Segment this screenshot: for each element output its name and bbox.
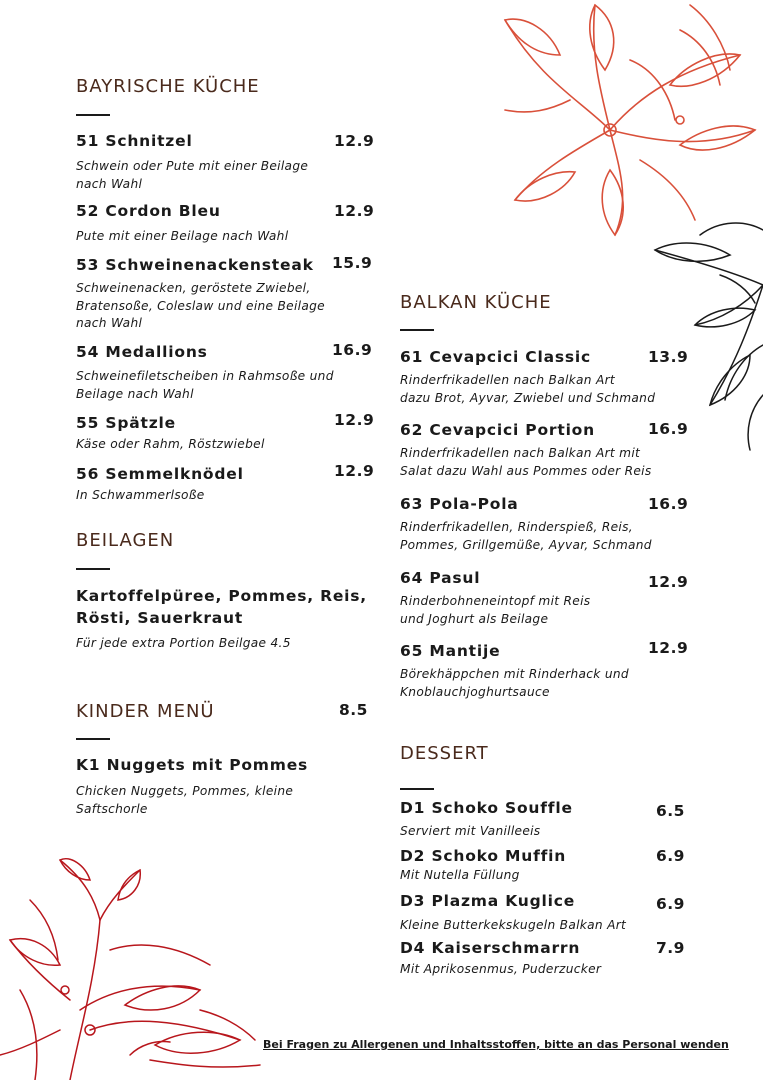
menu-item-description: Rinderfrikadellen, Rinderspieß, Reis, Pommes, Grillgemüße, Ayvar, Schmand (400, 520, 652, 552)
menu-item-name: 52 Cordon Bleu (76, 202, 221, 220)
menu-item-description: Chicken Nuggets, Pommes, kleine Saftschorle (76, 784, 294, 816)
menu-item-description: Mit Nutella Füllung (400, 868, 520, 882)
menu-item-price: 7.9 (656, 939, 685, 957)
section-title-bayrisch: BAYRISCHE KÜCHE (76, 76, 260, 97)
menu-item-description: Serviert mit Vanilleeis (400, 824, 541, 838)
menu-item-description: Rinderfrikadellen nach Balkan Art mit Salat dazu Wahl aus Pommes oder Reis (400, 446, 652, 478)
floral-right-side-decoration (650, 215, 763, 455)
menu-item-description: Pute mit einer Beilage nach Wahl (76, 229, 289, 243)
menu-item-price: 12.9 (334, 202, 375, 220)
section-divider (76, 114, 110, 116)
menu-item-description: Käse oder Rahm, Röstzwiebel (76, 437, 265, 451)
kinder-menu-price: 8.5 (339, 701, 368, 719)
menu-item-description: Rinderfrikadellen nach Balkan Art dazu Brot, Ayvar, Zwiebel und Schmand (400, 373, 656, 405)
menu-item-name: 56 Semmelknödel (76, 465, 244, 483)
menu-item-name: 64 Pasul (400, 569, 481, 587)
menu-item-price: 16.9 (648, 420, 689, 438)
menu-item-price: 6.5 (656, 802, 685, 820)
floral-top-right-decoration (480, 0, 763, 240)
menu-item-name: 53 Schweinenackensteak (76, 256, 314, 274)
menu-item-price: 6.9 (656, 895, 685, 913)
menu-item-name: 62 Cevapcici Portion (400, 421, 595, 439)
menu-item-name: 54 Medallions (76, 343, 208, 361)
menu-item-name: 63 Pola-Pola (400, 495, 519, 513)
menu-item-description: Schwein oder Pute mit einer Beilage nach Wahl (76, 159, 309, 191)
menu-item-description: Mit Aprikosenmus, Puderzucker (400, 962, 602, 976)
menu-item-name: D1 Schoko Souffle (400, 799, 573, 817)
section-divider (76, 568, 110, 570)
sides-list: Kartoffelpüree, Pommes, Reis, Rösti, Sauerkraut (76, 587, 367, 627)
menu-item-name: D4 Kaiserschmarrn (400, 939, 581, 957)
section-title-kinder: KINDER MENÜ (76, 701, 215, 722)
menu-item-name: 55 Spätzle (76, 414, 176, 432)
section-divider (76, 738, 110, 740)
menu-item-price: 6.9 (656, 847, 685, 865)
menu-item-name: D3 Plazma Kuglice (400, 892, 576, 910)
menu-item-name: 65 Mantije (400, 642, 501, 660)
section-title-balkan: BALKAN KÜCHE (400, 292, 552, 313)
floral-bottom-left-decoration (0, 840, 290, 1080)
menu-item-description: In Schwammerlsoße (76, 488, 205, 502)
menu-item-price: 12.9 (334, 132, 375, 150)
menu-item-name: 61 Cevapcici Classic (400, 348, 592, 366)
menu-item-name: 51 Schnitzel (76, 132, 193, 150)
menu-item-price: 12.9 (334, 411, 375, 429)
menu-item-description: Schweinefiletscheiben in Rahmsoße und Beilage nach Wahl (76, 369, 334, 401)
menu-item-price: 15.9 (332, 254, 373, 272)
menu-item-description: Börekhäppchen mit Rinderhack und Knoblauchjoghurtsauce (400, 667, 629, 699)
menu-item-name: D2 Schoko Muffin (400, 847, 567, 865)
section-title-dessert: DESSERT (400, 743, 489, 764)
menu-item-price: 12.9 (648, 639, 689, 657)
menu-item-description: Schweinenacken, geröstete Zwiebel, Bratensoße, Coleslaw und eine Beilage nach Wahl (76, 281, 325, 330)
menu-item-description: Kleine Butterkekskugeln Balkan Art (400, 918, 627, 932)
menu-item-price: 12.9 (648, 573, 689, 591)
sides-note: Für jede extra Portion Beilgae 4.5 (76, 636, 291, 650)
menu-item-price: 16.9 (332, 341, 373, 359)
section-title-beilagen: BEILAGEN (76, 530, 175, 551)
section-divider (400, 788, 434, 790)
allergen-footer-note: Bei Fragen zu Allergenen und Inhaltsstoffen, bitte an das Personal wenden (263, 1038, 729, 1051)
menu-item-price: 16.9 (648, 495, 689, 513)
menu-item-price: 12.9 (334, 462, 375, 480)
menu-item-name: K1 Nuggets mit Pommes (76, 756, 309, 774)
section-divider (400, 329, 434, 331)
menu-item-price: 13.9 (648, 348, 689, 366)
menu-item-description: Rinderbohneneintopf mit Reis und Joghurt als Beilage (400, 594, 591, 626)
